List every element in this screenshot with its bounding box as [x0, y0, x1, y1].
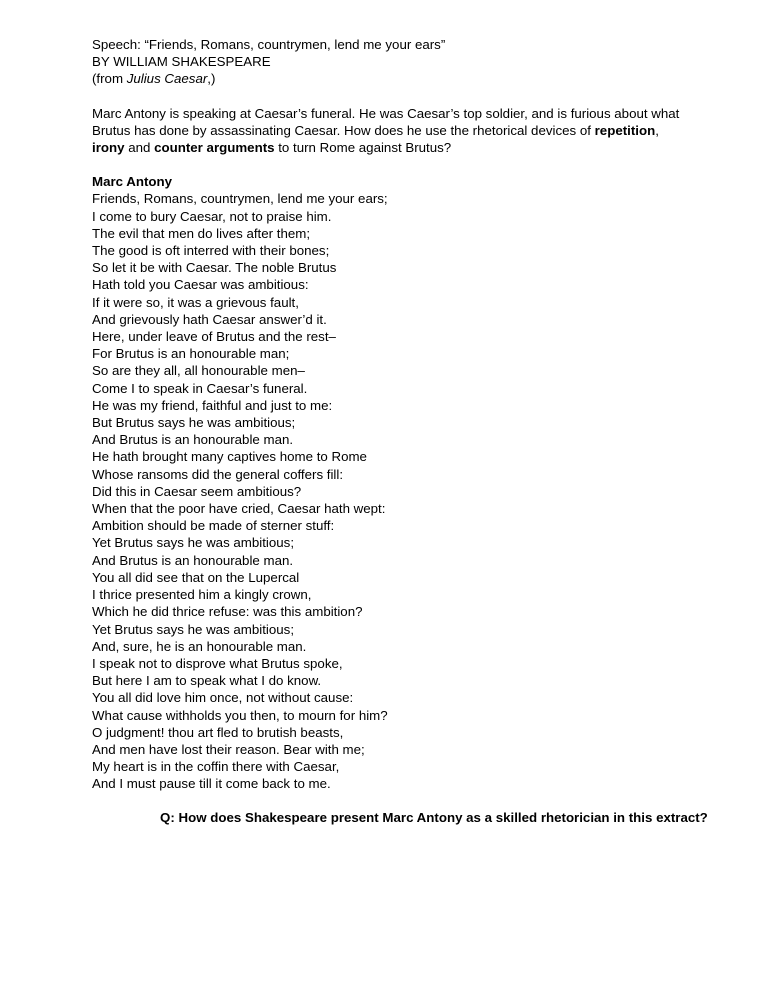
speech-line: So are they all, all honourable men–: [92, 363, 305, 379]
speech-line: Friends, Romans, countrymen, lend me your ears;: [92, 191, 388, 207]
speech-line: And I must pause till it come back to me.: [92, 776, 331, 792]
speech-line: If it were so, it was a grievous fault,: [92, 294, 299, 310]
document-page: [92, 36, 708, 826]
intro-text: ,: [655, 122, 659, 138]
speech-line: Here, under leave of Brutus and the rest–: [92, 329, 336, 345]
intro-text: Marc Antony is speaking at Caesar’s funeral. He was Caesar’s top soldier, and is furious about what Brutus has done by assassinating Caesar. How does he use the rhetorical devices of: [92, 105, 680, 138]
speech-line: For Brutus is an honourable man;: [92, 346, 290, 362]
speech-line: My heart is in the coffin there with Caesar,: [92, 759, 340, 775]
spacer: [92, 88, 682, 105]
intro-paragraph: [92, 105, 682, 157]
speech-line: I come to bury Caesar, not to praise him.: [92, 208, 332, 224]
document-title: Speech: “Friends, Romans, countrymen, lend me your ears”: [92, 37, 446, 52]
speech-line: And Brutus is an honourable man.: [92, 552, 294, 568]
speech-line: Come I to speak in Caesar’s funeral.: [92, 380, 308, 396]
speech-line: O judgment! thou art fled to brutish beasts,: [92, 724, 344, 740]
document-author: BY WILLIAM SHAKESPEARE: [92, 54, 271, 70]
speech-line: Did this in Caesar seem ambitious?: [92, 483, 302, 499]
speech-line: And, sure, he is an honourable man.: [92, 638, 307, 654]
speech-line: Which he did thrice refuse: was this ambition?: [92, 604, 363, 620]
speech-line: You all did love him once, not without cause:: [92, 690, 354, 706]
speech-line: What cause withholds you then, to mourn for him?: [92, 707, 388, 723]
speech-line: The evil that men do lives after them;: [92, 225, 311, 241]
speech-line: But Brutus says he was ambitious;: [92, 415, 296, 431]
speech-line: So let it be with Caesar. The noble Brutus: [92, 260, 337, 276]
speech-line: When that the poor have cried, Caesar hath wept:: [92, 501, 386, 517]
speech-line: The good is oft interred with their bones;: [92, 243, 330, 259]
speech-line: Yet Brutus says he was ambitious;: [92, 535, 295, 551]
speech-line: And men have lost their reason. Bear with me;: [92, 741, 365, 757]
speech-line: And Brutus is an honourable man.: [92, 432, 294, 448]
intro-text: to turn Rome against Brutus?: [274, 140, 452, 156]
speech-text: [92, 190, 682, 792]
speech-line: Whose ransoms did the general coffers fill:: [92, 466, 344, 482]
source-prefix: (from: [92, 71, 127, 87]
source-suffix: ,): [207, 71, 216, 87]
speech-line: And grievously hath Caesar answer’d it.: [92, 311, 327, 327]
intro-term-repetition: repetition: [594, 122, 656, 138]
intro-text: and: [124, 140, 155, 156]
essay-question: Q: How does Shakespeare present Marc Antony as a skilled rhetorician in this extract?: [160, 809, 708, 825]
speech-line: He was my friend, faithful and just to me:: [92, 397, 333, 413]
speech-line: Ambition should be made of sterner stuff:: [92, 518, 335, 534]
speech-line: You all did see that on the Lupercal: [92, 569, 300, 585]
speech-line: He hath brought many captives home to Rome: [92, 449, 367, 465]
speech-line: I speak not to disprove what Brutus spoke,: [92, 655, 343, 671]
speech-line: But here I am to speak what I do know.: [92, 673, 322, 689]
speech-line: Yet Brutus says he was ambitious;: [92, 621, 295, 637]
document-source: [92, 70, 682, 87]
speaker-name: Marc Antony: [92, 174, 173, 190]
source-play-title: Julius Caesar: [126, 71, 208, 87]
intro-term-irony: irony: [92, 140, 125, 156]
intro-term-counter-arguments: counter arguments: [154, 140, 275, 156]
speech-line: I thrice presented him a kingly crown,: [92, 587, 312, 603]
spacer: [92, 156, 682, 173]
speech-line: Hath told you Caesar was ambitious:: [92, 277, 309, 293]
